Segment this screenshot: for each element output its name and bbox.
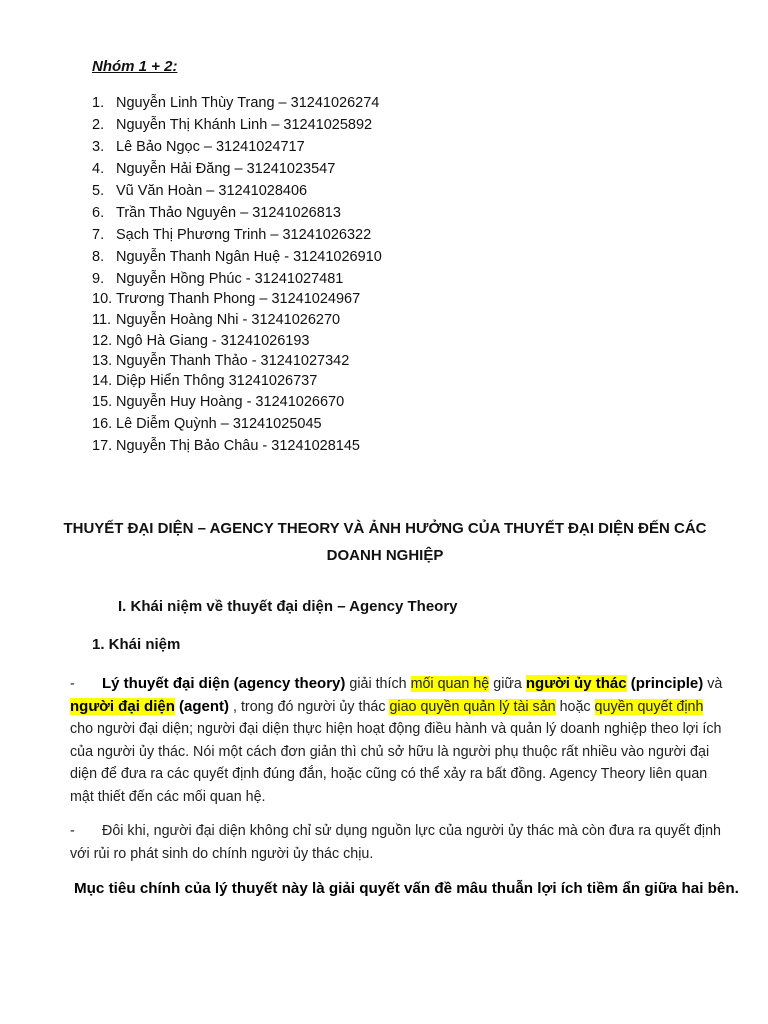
list-number: 2.	[92, 117, 105, 133]
member-text: Sạch Thị Phương Trinh – 31241026322	[116, 227, 372, 243]
list-number: 3.	[92, 139, 105, 155]
member-text: Ngô Hà Giang - 31241026193	[116, 333, 310, 349]
list-item	[92, 394, 382, 416]
document-title	[40, 515, 730, 569]
list-item	[92, 117, 382, 139]
member-text: Nguyễn Thanh Ngân Huệ - 31241026910	[116, 249, 382, 265]
list-number: 6.	[92, 205, 105, 221]
list-item	[92, 95, 382, 117]
member-text: Lê Bảo Ngọc – 31241024717	[116, 139, 305, 155]
member-text: Lê Diễm Quỳnh – 31241025045	[116, 416, 322, 432]
highlight-decision-right: quyền quyết định	[594, 698, 704, 715]
list-item	[92, 139, 382, 161]
list-item	[92, 373, 382, 394]
definition-paragraph	[70, 673, 725, 808]
member-text: Nguyễn Hải Đăng – 31241023547	[116, 161, 336, 177]
note-text: Đôi khi, người đại diện không chỉ sử dụng nguồn lực của người ủy thác mà còn đưa ra quyết định với rủi ro phát sinh do chính người ủy thác chịu.	[70, 823, 721, 862]
member-text: Diệp Hiển Thông 31241026737	[116, 373, 318, 389]
goal-statement: Mục tiêu chính của lý thuyết này là giải quyết vấn đề mâu thuẫn lợi ích tiềm ẩn giữa hai bên.	[74, 880, 739, 897]
member-text: Nguyễn Linh Thùy Trang – 31241026274	[116, 95, 380, 111]
list-item	[92, 249, 382, 271]
list-number: 9.	[92, 271, 105, 287]
member-text: Vũ Văn Hoàn – 31241028406	[116, 183, 308, 199]
subsection-heading: 1. Khái niệm	[92, 636, 181, 653]
member-text: Trương Thanh Phong – 31241024967	[116, 291, 361, 307]
group-title: Nhóm 1 + 2:	[92, 58, 178, 75]
note-paragraph	[70, 820, 725, 865]
list-number: 7.	[92, 227, 105, 243]
list-item	[92, 227, 382, 249]
list-number: 11.	[92, 312, 112, 328]
list-item	[92, 416, 382, 438]
list-number: 17.	[92, 438, 113, 454]
member-text: Trần Thảo Nguyên – 31241026813	[116, 205, 341, 221]
member-text: Nguyễn Thị Bảo Châu - 31241028145	[116, 438, 361, 454]
list-item	[92, 353, 382, 373]
highlight-asset-management: giao quyền quản lý tài sản	[389, 698, 556, 715]
term-principle: (principle)	[626, 675, 704, 692]
member-text: Nguyễn Hoàng Nhi - 31241026270	[116, 312, 341, 328]
text-run: cho người đại diện; người đại diện thực hiện hoạt động điều hành và quản lý doanh nghiệp theo lợi ích của người ủy thác. Nói một cách đơn giản thì chủ sở hữu là người phụ thuộc rất nhiều vào người đại diện để đưa ra các quyết định đúng đắn, hoặc cũng có thể xảy ra bất đồng. Agency Theory liên quan mật thiết đến các mối quan hệ.	[70, 721, 722, 805]
list-item	[92, 161, 382, 183]
member-list	[92, 95, 382, 460]
text-run: , trong đó người ủy thác	[229, 698, 390, 715]
member-text: Nguyễn Huy Hoàng - 31241026670	[116, 394, 345, 410]
text-run: giải thích	[345, 676, 411, 692]
text-run: hoặc	[555, 698, 595, 715]
list-number: 16.	[92, 416, 113, 432]
list-number: 14.	[92, 373, 113, 389]
list-number: 8.	[92, 249, 105, 265]
highlight-agent: người đại diện	[70, 697, 175, 715]
document-title-line-1: THUYẾT ĐẠI DIỆN – AGENCY THEORY VÀ ẢNH HƯỞNG CỦA THUYẾT ĐẠI DIỆN ĐẾN CÁC	[63, 520, 707, 537]
term-agent: (agent)	[174, 697, 230, 715]
list-number: 1.	[92, 95, 105, 111]
bullet-dash: -	[70, 823, 75, 839]
list-item	[92, 312, 382, 333]
list-number: 5.	[92, 183, 105, 199]
list-number: 10.	[92, 291, 113, 307]
section-heading: I. Khái niệm về thuyết đại diện – Agency Theory	[118, 598, 458, 615]
list-item	[92, 183, 382, 205]
list-item	[92, 205, 382, 227]
list-item	[92, 333, 382, 353]
member-text: Nguyễn Thị Khánh Linh – 31241025892	[116, 117, 373, 133]
highlight-relationship: mối quan hệ	[410, 676, 490, 692]
list-item	[92, 291, 382, 312]
highlight-principal: người ủy thác	[525, 675, 627, 692]
list-number: 15.	[92, 394, 113, 410]
list-number: 13.	[92, 353, 113, 369]
term-agency-theory: Lý thuyết đại diện (agency theory)	[102, 675, 346, 692]
bullet-dash: -	[70, 676, 75, 692]
list-item	[92, 271, 382, 291]
list-number: 4.	[92, 161, 105, 177]
list-number: 12.	[92, 333, 113, 349]
member-text: Nguyễn Hồng Phúc - 31241027481	[116, 271, 344, 287]
text-run: giữa	[489, 676, 526, 692]
member-text: Nguyễn Thanh Thảo - 31241027342	[116, 353, 350, 369]
text-run: và	[703, 676, 723, 692]
document-title-line-2: DOANH NGHIỆP	[326, 547, 444, 564]
list-item	[92, 438, 382, 460]
